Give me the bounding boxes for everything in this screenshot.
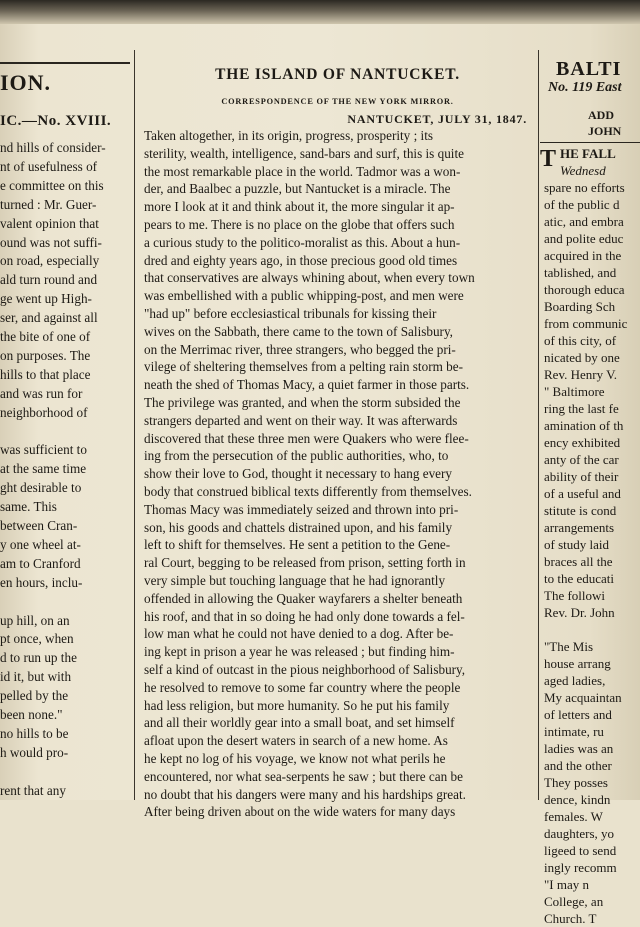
- text-line: ral Court, begging to be released from prison, setting forth in: [144, 555, 466, 571]
- column-rule-right: [538, 50, 539, 800]
- left-header-rule: [0, 62, 130, 64]
- text-line: Boarding Sch: [544, 299, 616, 314]
- text-line: h would pro-: [0, 744, 69, 760]
- text-line: more I look at it and think about it, the more singular it ap-: [144, 199, 455, 215]
- text-line: neighborhood of: [0, 404, 88, 420]
- text-line: ability of their: [544, 469, 619, 484]
- text-line: ald turn round and: [0, 272, 98, 288]
- text-line: females. W: [544, 809, 603, 824]
- text-line: Thomas Macy was immediately seized and thrown into pri-: [144, 501, 459, 517]
- text-line: neath the shed of Thomas Macy, a quiet farmer in those parts.: [144, 377, 470, 393]
- text-line: on road, especially: [0, 253, 100, 269]
- text-line: ght desirable to: [0, 480, 82, 496]
- text-line: ing from the persecution of the public authorities, who, to: [144, 448, 449, 464]
- text-line: Taken altogether, in its origin, progress, prosperity ; its: [144, 128, 433, 143]
- left-column-title: ION.: [0, 70, 52, 95]
- text-line: After being driven about on the wide waters for many days: [144, 804, 456, 820]
- text-line: encountered, nor what sea-serpents he saw ; but there can be: [144, 768, 463, 784]
- text-line: afloat upon the desert waters in search of a new home. As: [144, 733, 448, 749]
- text-line: Rev. Dr. John: [544, 605, 615, 620]
- text-line: amination of th: [544, 418, 624, 433]
- text-line: pt once, when: [0, 631, 74, 647]
- text-line: anty of the car: [544, 452, 619, 467]
- text-line: wives on the Sabbath, there came to the town of Salisbury,: [144, 323, 453, 339]
- text-line: der, and Baalbec a puzzle, but Nantucket is a miracle. The: [144, 181, 451, 197]
- drop-cap: T: [540, 146, 557, 172]
- text-line: nd hills of consider-: [0, 140, 106, 155]
- text-line: ge went up High-: [0, 291, 92, 307]
- article-byline: CORRESPONDENCE OF THE NEW YORK MIRROR.: [221, 97, 454, 106]
- article-title: THE ISLAND OF NANTUCKET.: [215, 66, 460, 83]
- text-line: body that construed biblical texts differently from themselves.: [144, 484, 472, 499]
- text-line: daughters, yo: [544, 826, 615, 841]
- text-line: and the other: [544, 758, 612, 773]
- text-line: on the Merrimac river, three strangers, who begged the pri-: [144, 341, 456, 357]
- text-line: offended in allowing the Quaker wayfarers a shelter beneath: [144, 590, 463, 606]
- text-line: ound was not suffi-: [0, 234, 102, 250]
- text-line: discovered that these three men were Quakers who were flee-: [144, 430, 469, 446]
- center-column: [140, 30, 535, 820]
- text-line: " Baltimore: [544, 384, 605, 399]
- right-header-rule: [540, 142, 640, 143]
- text-line: Wednesd: [560, 163, 606, 178]
- right-column-title: BALTI: [556, 58, 622, 80]
- text-line: pelled by the: [0, 688, 69, 704]
- text-line: had less religion, but more humanity. So he put his family: [144, 697, 450, 713]
- text-line: same. This: [0, 499, 57, 515]
- text-line: between Cran-: [0, 518, 78, 533]
- text-line: and was run for: [0, 385, 83, 401]
- text-line: College, an: [544, 894, 604, 909]
- text-line: ing kept in prison a year he was released ; but finding him-: [144, 644, 455, 660]
- text-line: d to run up the: [0, 650, 77, 666]
- text-line: show their love to God, thought it necessary to hang every: [144, 466, 453, 482]
- text-line: ingly recomm: [544, 860, 617, 875]
- text-line: "I may n: [544, 877, 590, 892]
- text-line: braces all the: [544, 554, 613, 569]
- text-line: was embellished with a public whipping-post, and men were: [144, 288, 464, 304]
- text-line: of this city, of: [544, 333, 617, 348]
- text-line: very simple but touching language that he had ignorantly: [144, 573, 446, 588]
- text-line: ring the last fe: [544, 401, 619, 416]
- text-line: thorough educa: [544, 282, 625, 297]
- text-line: of a useful and: [544, 486, 621, 501]
- text-line: dence, kindn: [544, 792, 611, 807]
- text-line: rent that any: [0, 782, 66, 798]
- left-column: [0, 30, 130, 800]
- text-line: the most remarkable place in the world. Tadmor was a won-: [144, 163, 461, 179]
- column-rule-left: [134, 50, 135, 800]
- left-column-subtitle: IC.—No. XVIII.: [0, 113, 112, 129]
- right-column: [540, 30, 640, 926]
- text-line: y one wheel at-: [0, 536, 81, 552]
- text-line: that conservatives are always whining about, when every town: [144, 270, 475, 286]
- text-line: left to shift for themselves. He sent a petition to the Gene-: [144, 537, 451, 553]
- text-line: been none.": [0, 707, 63, 722]
- text-line: tablished, and: [544, 265, 617, 280]
- article-dateline: NANTUCKET, JULY 31, 1847.: [347, 112, 527, 126]
- text-line: ser, and against all: [0, 310, 98, 326]
- text-line: They posses: [544, 775, 608, 790]
- text-line: Rev. Henry V.: [544, 367, 618, 382]
- text-line: low man what he could not have denied to a dog. After be-: [144, 626, 454, 642]
- text-line: ligeed to send: [544, 843, 617, 858]
- text-line: acquired in the: [544, 248, 622, 263]
- right-small-heading-2: JOHN: [588, 124, 622, 138]
- text-line: of letters and: [544, 707, 612, 722]
- text-line: nt of usefulness of: [0, 158, 98, 174]
- text-line: to the educati: [544, 571, 615, 586]
- text-line: sterility, wealth, intelligence, sand-bars and surf, this is quite: [144, 145, 464, 161]
- text-line: of study laid: [544, 537, 609, 552]
- text-line: am to Cranford: [0, 555, 81, 571]
- text-line: valent opinion that: [0, 215, 99, 231]
- page-top-edge: [0, 0, 640, 24]
- text-line: the bite of one of: [0, 329, 91, 344]
- text-line: turned : Mr. Guer-: [0, 196, 97, 212]
- right-dropcap-line: [540, 146, 556, 173]
- text-line: dred and eighty years ago, in those precious good old times: [144, 252, 458, 268]
- text-line: ency exhibited: [544, 435, 621, 450]
- text-line: self a kind of outcast in the pious neighborhood of Salisbury,: [144, 662, 466, 677]
- text-line: and polite educ: [544, 231, 624, 246]
- text-line: was sufficient to: [0, 442, 87, 458]
- text-line: "had up" before ecclesiastical tribunals for kissing their: [144, 306, 437, 321]
- text-line: at the same time: [0, 461, 87, 477]
- text-line: "The Mis: [544, 639, 593, 654]
- text-line: The privilege was granted, and when the storm subsided the: [144, 395, 461, 410]
- text-line: vilege of sheltering themselves from a pelting rain storm be-: [144, 359, 463, 375]
- text-line: strangers departed and went on their way. It was afterwards: [144, 412, 458, 428]
- text-line: and all their worldly gear into a small boat, and set himself: [144, 715, 455, 731]
- text-line: a curious study to the politico-moralist as this. About a hun-: [144, 234, 461, 250]
- right-small-heading-1: ADD: [588, 108, 614, 122]
- text-line: no doubt that his dangers were many and his hardships great.: [144, 786, 466, 802]
- text-line: spare no efforts: [544, 180, 625, 195]
- text-line: e committee on this: [0, 177, 104, 193]
- text-line: intimate, ru: [544, 724, 604, 739]
- text-line: id it, but with: [0, 669, 72, 685]
- text-line: arrangements: [544, 520, 615, 535]
- text-line: up hill, on an: [0, 612, 70, 628]
- text-line: he kept no log of his voyage, we know not what perils he: [144, 751, 446, 766]
- text-line: son, his goods and chattels distrained upon, and his family: [144, 519, 453, 535]
- text-line: his roof, and that in so doing he had only done towards a fel-: [144, 608, 465, 624]
- text-line: he resolved to remove to some far country where the people: [144, 679, 461, 695]
- right-column-subtitle: No. 119 East: [548, 80, 622, 95]
- text-line: hills to that place: [0, 366, 91, 382]
- text-line: nicated by one: [544, 350, 620, 365]
- text-line: house arrang: [544, 656, 611, 671]
- text-line: pears to me. There is no place on the globe that offers such: [144, 217, 455, 232]
- text-line: HE FALL: [560, 146, 616, 161]
- text-line: aged ladies,: [544, 673, 606, 688]
- text-line: of the public d: [544, 197, 620, 212]
- text-line: on purposes. The: [0, 347, 91, 363]
- text-line: from communic: [544, 316, 628, 331]
- text-line: My acquaintan: [544, 690, 622, 705]
- text-line: no hills to be: [0, 725, 69, 741]
- text-line: en hours, inclu-: [0, 574, 83, 590]
- text-line: The followi: [544, 588, 606, 603]
- text-line: ladies was an: [544, 741, 614, 756]
- text-line: stitute is cond: [544, 503, 617, 518]
- text-line: atic, and embra: [544, 214, 624, 229]
- text-line: Church. T: [544, 911, 597, 926]
